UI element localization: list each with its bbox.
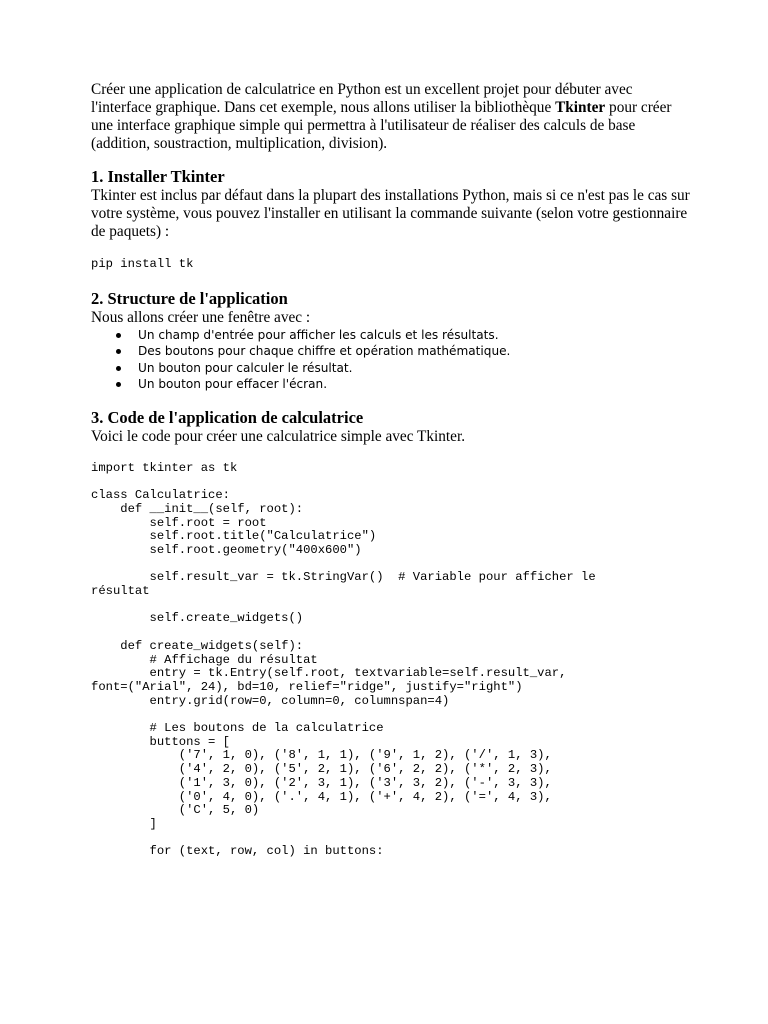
- bullet-icon: [116, 366, 121, 371]
- list-item-text: Un bouton pour effacer l'écran.: [138, 377, 328, 392]
- section2-heading: 2. Structure de l'application: [91, 288, 288, 308]
- feature-list: [91, 327, 691, 393]
- bullet-icon: [116, 382, 121, 387]
- install-command: pip install tk: [91, 257, 194, 271]
- code-block: import tkinter as tk class Calculatrice: def __init__(self, root): self.root = root self.root.title("Calculatrice") self.root.geometry("400x600") self.result_var = tk.StringVar() # Variable pour afficher le résultat self.create_widgets() def create_widgets(self): # Affichage du résultat entry = tk.Entry(self.root, textvariable=self.result_var, font=("Arial", 24), bd=10, relief="ridge", justify="right") entry.grid(row=0, column=0, columnspan=4) # Les boutons de la calculatrice buttons = [ ('7', 1, 0), ('8', 1, 1), ('9', 1, 2), ('/', 1, 3), ('4', 2, 0), ('5', 2, 1), ('6', 2, 2), ('*', 2, 3), ('1', 3, 0), ('2', 3, 1), ('3', 3, 2), ('-', 3, 3), ('0', 4, 0), ('.', 4, 1), ('+', 4, 2), ('=', 4, 3), ('C', 5, 0) ] for (text, row, col) in buttons:: [91, 460, 596, 859]
- list-item: [91, 376, 691, 393]
- list-item-text: Un bouton pour calculer le résultat.: [138, 360, 353, 375]
- list-item: [91, 343, 691, 360]
- section2-paragraph: Nous allons créer une fenêtre avec :: [91, 308, 311, 326]
- list-item-text: Des boutons pour chaque chiffre et opération mathématique.: [138, 344, 511, 359]
- bullet-icon: [116, 333, 121, 338]
- section3-heading: 3. Code de l'application de calculatrice: [91, 407, 364, 427]
- list-item-text: Un champ d'entrée pour afficher les calculs et les résultats.: [138, 327, 499, 342]
- section1-paragraph: Tkinter est inclus par défaut dans la plupart des installations Python, mais si ce n'est pas le cas sur votre système, vous pouvez l'installer en utilisant la commande suivante (selon votre gestionnaire de paquets) :: [91, 187, 690, 240]
- intro-paragraph: [91, 81, 691, 153]
- document-page: [91, 81, 691, 859]
- intro-text-start: Créer une application de calculatrice en Python est un excellent projet pour débuter avec l'interface graphique. Dans cet exemple, nous allons utiliser la bibliothèque: [91, 81, 633, 116]
- list-item: [91, 360, 691, 377]
- section1-heading: 1. Installer Tkinter: [91, 167, 225, 186]
- bullet-icon: [116, 349, 121, 354]
- section3-paragraph: Voici le code pour créer une calculatrice simple avec Tkinter.: [91, 427, 466, 445]
- list-item: [91, 327, 691, 344]
- intro-text-end: pour créer une interface graphique simple qui permettra à l'utilisateur de réaliser des calculs de base (addition, soustraction, multiplication, division).: [91, 99, 672, 152]
- intro-bold-tkinter: Tkinter: [555, 99, 606, 116]
